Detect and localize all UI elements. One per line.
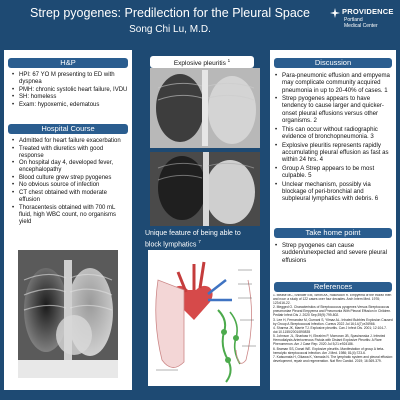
poster-title: Strep pyogenes: Predilection for the Pleural Space	[29, 6, 311, 20]
list-item: • This can occur without radiographic evidence of bronchopneumonia. 3	[275, 126, 391, 141]
xray-top-graphic	[150, 68, 260, 148]
reference-item: 2. Megged O. Characteristics of Streptococcus pyogenes Versus Streptococcus pneumoniae Pleural Empyema and Pneumonia With Pleural Effusion in Children. Pediatr Infect Dis J. 2020 Sep;39(9):799-802.	[273, 305, 392, 318]
explosive-pleuritis-caption	[150, 56, 254, 68]
reference-item: 3. Lee H, Fernandez M, Gurnani S, Yilmaz AL. Inhaled Bubbles Explosion Caused by Group A Streptococcal Infection. Cureus 2022 Jul 16;14(7):e26966.	[273, 317, 393, 326]
xray-middle	[150, 152, 260, 226]
list-item: • No obvious source of infection	[12, 182, 128, 189]
discussion-heading: Discussion	[274, 58, 392, 68]
references-list	[273, 294, 393, 386]
list-item: • CT chest obtained with moderate effusion	[12, 190, 128, 204]
list-item: • Group A Strep appears to be most culpable. 5	[275, 165, 391, 180]
left-column	[4, 50, 132, 390]
poster-author: Song Chi Lu, M.D.	[129, 24, 211, 35]
reference-item: 4. Sharma JK, Marrie TJ. Explosive pleuritis. Can J Infect Dis. 2001; 12:104-7. doi:10.1155/2001/890835	[273, 326, 387, 334]
hp-list	[12, 72, 128, 109]
discussion-list	[275, 72, 391, 204]
list-item: • PMH: chronic systolic heart failure, IVDU	[12, 87, 128, 94]
chest-xray-image	[18, 250, 118, 378]
lymphatics-diagram-graphic	[148, 250, 260, 386]
list-item: • Exam: hypoxemic, edematous	[12, 102, 128, 109]
list-item: • Thoracentesis obtained with 700 mL fluid, high WBC count, no organisms yield	[12, 205, 128, 227]
lymphatics-figure-title-text: Unique feature of being able to block lymphatics	[145, 230, 241, 249]
take-home-heading: Take home point	[274, 228, 392, 238]
list-item: • SH: homeless	[12, 94, 128, 101]
list-item: • Blood culture grew strep pyogenes	[12, 175, 128, 182]
reference-item: 6. Braman SS, Donat WE. Explosive pleuritis. Manifestation of group A beta-hemolytic streptococcal infection. Am J Med. 1986; 81(4):723-6.	[273, 346, 385, 355]
reference-item: 7. Katsumata H, Oikawa K, Yamada N. The lymphatic system and pleural effusion: development, repair and regeneration. Nat Rev Cardiol. 2019; 16:369-379.	[273, 355, 393, 364]
references-heading: References	[274, 282, 392, 292]
list-item: • Strep pyogenes appears to have tendency to cause larger and quicker-onset pleural effusions versus other organisms. 2	[275, 95, 391, 124]
list-item: • HPI: 67 YO M presenting to ED with dyspnea	[12, 72, 128, 86]
hp-heading: H&P	[8, 58, 128, 68]
list-item: • Strep pyogenes can cause sudden/unexpected and severe pleural effusions	[275, 242, 391, 264]
providence-logo	[330, 6, 396, 32]
star-logo-icon	[330, 8, 340, 18]
right-column	[270, 50, 396, 390]
list-item: • Unclear mechanism, possibly via blockage of peri-bronchial and subpleural lymphatics with debris. 6	[275, 181, 391, 203]
hospital-course-list	[12, 138, 128, 227]
middle-column	[142, 50, 262, 390]
logo-subtitle-line1: Portland	[344, 17, 363, 23]
caption-citation: 1	[227, 58, 231, 63]
list-item: • On hospital day 4, developed fever, encephalopathy	[12, 160, 128, 174]
logo-subtitle	[344, 17, 378, 29]
xray-middle-graphic	[150, 152, 260, 226]
logo-subtitle-line2: Medical Center	[344, 23, 378, 29]
lymphatics-citation: 7	[198, 239, 201, 244]
explosive-pleuritis-caption-text: Explosive pleuritis	[173, 60, 226, 68]
lymphatics-figure-title	[145, 230, 259, 249]
take-home-list	[275, 242, 391, 265]
xray-top	[150, 68, 260, 148]
reference-item: 1. Mease MC, Shindler EM, Smith AK, Rakovcich R. Empyema of the thorax then and now: a study of 122 cases over four decades. Arch Intern Med. 1976; 123:616-22.	[273, 294, 392, 305]
hospital-course-heading: Hospital Course	[8, 124, 128, 134]
list-item: • Explosive pleuritis represents rapidly accumulating pleural effusion as fast as within 24 hrs. 4	[275, 142, 391, 164]
reference-item: 5. Johnson JL, Sharkaw H, Ebrahim P, Mcmoran JB, Spasinovska J. Infected Hemodialysis Arteriovenous Fistula with Distant Explosive Pleuritis: A Rare Phenomenon. Am J Case Rep. 2020 Jul 5;21:e924186.	[273, 334, 386, 347]
lymphatics-diagram	[148, 250, 260, 386]
list-item: • Treated with diuretics with good response	[12, 146, 128, 160]
list-item: • Para-pneumonic effusion and empyema may complicate community acquired pneumonia in up to 20-40% of cases. 1	[275, 72, 391, 94]
logo-name: PROVIDENCE	[342, 7, 394, 16]
chest-xray-graphic	[18, 250, 118, 378]
list-item: • Admitted for heart failure exacerbation	[12, 138, 128, 145]
